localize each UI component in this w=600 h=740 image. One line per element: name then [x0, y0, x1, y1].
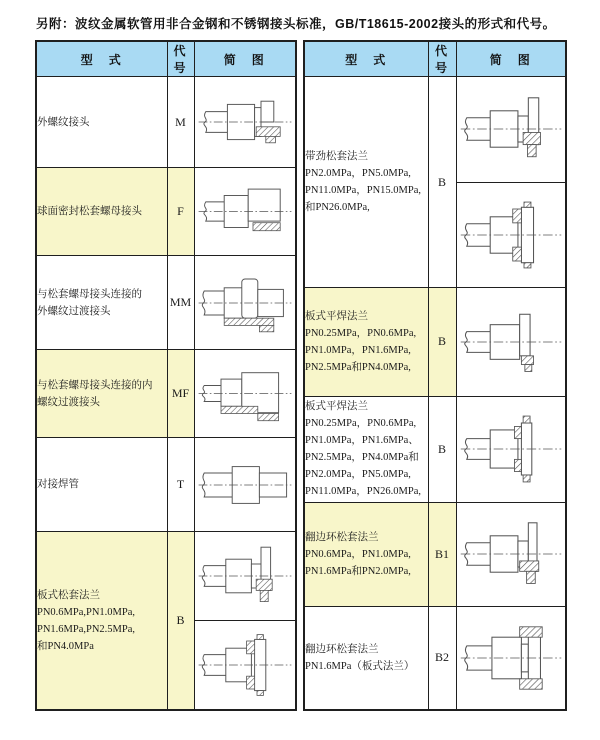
column-header-diagram: 简 图 — [456, 41, 566, 77]
type-line: 板式平焊法兰 — [305, 401, 368, 413]
code-cell: MM — [167, 256, 194, 350]
diagram-box — [457, 288, 566, 395]
loose-flange-plate-icon — [459, 89, 563, 169]
flat-weld-flange-icon — [459, 302, 563, 382]
table-row — [304, 502, 566, 606]
type-line: PN1.6MPa和PN2.0MPa, — [305, 565, 411, 577]
diagram-cell — [456, 502, 566, 606]
code-cell: B — [428, 396, 456, 502]
diagram-box — [195, 77, 296, 167]
table-row — [36, 168, 296, 256]
type-cell — [36, 350, 167, 438]
type-line: PN2.0MPa，PN5.0MPa, — [305, 469, 411, 481]
diagram-box — [457, 77, 566, 182]
type-line: PN11.0MPa，PN15.0MPa, — [305, 185, 422, 197]
diagram-box — [457, 397, 566, 502]
code-cell: MF — [167, 350, 194, 438]
adapter-female-icon — [197, 354, 293, 433]
lapped-flange-icon — [459, 514, 563, 594]
type-line: PN2.5MPa和PN4.0MPa, — [305, 361, 411, 373]
page-title: 另附：波纹金属软管用非合金钢和不锈钢接头标准，GB/T18615-2002接头的形式和代号。 — [36, 17, 556, 31]
type-line: 外螺纹接头 — [37, 116, 90, 128]
diagram-box — [195, 438, 296, 531]
type-line: PN0.25MPa，PN0.6MPa, — [305, 327, 417, 339]
table-row — [36, 77, 296, 168]
table-row — [304, 396, 566, 502]
swivel-nut-icon — [197, 172, 293, 251]
type-line: 带劲松套法兰 — [305, 151, 368, 163]
type-line: 对接焊管 — [37, 479, 79, 490]
male-thread-icon — [197, 82, 293, 162]
type-line: 和PN4.0MPa — [37, 640, 94, 652]
type-line: 与松套螺母接头连接的 — [37, 288, 142, 300]
type-line: PN2.5MPa，PN4.0MPa和 — [305, 452, 419, 464]
type-cell — [36, 77, 167, 168]
diagram-cell — [194, 532, 296, 711]
diagram-cell — [456, 77, 566, 288]
fitting-table-left — [35, 40, 297, 711]
table-row — [304, 606, 566, 710]
diagram-cell — [194, 168, 296, 256]
type-line: PN1.0MPa，PN1.6MPa, — [305, 344, 411, 356]
fitting-table-right — [303, 40, 567, 711]
table-row — [36, 532, 296, 711]
type-line: 球面密封松套螺母接头 — [37, 206, 142, 217]
table-row — [36, 438, 296, 532]
type-line: 螺纹过渡接头 — [37, 396, 100, 408]
tables-container — [35, 40, 567, 711]
table-row — [36, 350, 296, 438]
type-line: PN0.6MPa，PN1.0MPa, — [305, 548, 411, 560]
code-cell: B — [428, 288, 456, 396]
code-cell: B — [167, 532, 194, 711]
diagram-box — [457, 607, 566, 709]
table-row — [304, 288, 566, 396]
type-line: PN11.0MPa，PN26.0MPa, — [305, 486, 422, 498]
type-line: PN1.0MPa，PN1.6MPa、 — [305, 435, 419, 447]
type-line: 翻边环松套法兰 — [305, 643, 379, 655]
code-cell: T — [167, 438, 194, 532]
type-cell — [304, 396, 428, 502]
column-header-type: 型 式 — [304, 41, 428, 77]
type-cell — [304, 606, 428, 710]
diagram-cell — [194, 256, 296, 350]
flat-weld-flange-2-icon — [459, 409, 563, 489]
diagram-box — [195, 168, 296, 255]
type-line: PN2.0MPa，PN5.0MPa, — [305, 168, 411, 180]
type-line: 板式松套法兰 — [37, 589, 100, 601]
type-cell — [36, 256, 167, 350]
loose-flange-plate-icon — [197, 536, 293, 616]
diagram-cell — [194, 438, 296, 532]
type-cell — [36, 532, 167, 711]
type-line: 和PN26.0MPa, — [305, 202, 370, 214]
type-cell — [36, 168, 167, 256]
diagram-cell — [456, 288, 566, 396]
adapter-male-icon — [197, 263, 293, 343]
loose-flange-collar-icon — [197, 625, 293, 705]
diagram-box — [457, 503, 566, 606]
diagram-box — [195, 620, 296, 709]
type-line: PN1.6MPa（板式法兰） — [305, 660, 415, 672]
type-cell — [304, 77, 428, 288]
type-line: PN0.6MPa,PN1.0MPa, — [37, 606, 136, 618]
lapped-ring-flange-icon — [459, 618, 563, 698]
type-line: 板式平焊法兰 — [305, 310, 368, 322]
diagram-box — [195, 532, 296, 620]
column-header-type: 型 式 — [36, 41, 167, 77]
code-cell: F — [167, 168, 194, 256]
type-line: PN0.25MPa，PN0.6MPa, — [305, 418, 417, 430]
diagram-box — [457, 182, 566, 288]
code-cell: B2 — [428, 606, 456, 710]
loose-flange-collar-icon — [459, 195, 563, 275]
type-line: PN1.6MPa,PN2.5MPa, — [37, 623, 136, 635]
code-cell: M — [167, 77, 194, 168]
type-line: 与松套螺母接头连接的内 — [37, 379, 153, 391]
diagram-cell — [456, 396, 566, 502]
type-line: 外螺纹过渡接头 — [37, 305, 111, 317]
diagram-box — [195, 350, 296, 437]
table-row — [304, 77, 566, 288]
diagram-cell — [194, 350, 296, 438]
column-header-code: 代号 — [167, 41, 194, 77]
type-cell — [36, 438, 167, 532]
diagram-cell — [456, 606, 566, 710]
code-cell: B — [428, 77, 456, 288]
butt-weld-icon — [197, 445, 293, 525]
code-cell: B1 — [428, 502, 456, 606]
type-line: 翻边环松套法兰 — [305, 531, 379, 543]
table-row — [36, 256, 296, 350]
diagram-cell — [194, 77, 296, 168]
type-cell — [304, 288, 428, 396]
column-header-code: 代号 — [428, 41, 456, 77]
column-header-diagram: 简 图 — [194, 41, 296, 77]
type-cell — [304, 502, 428, 606]
diagram-box — [195, 256, 296, 349]
